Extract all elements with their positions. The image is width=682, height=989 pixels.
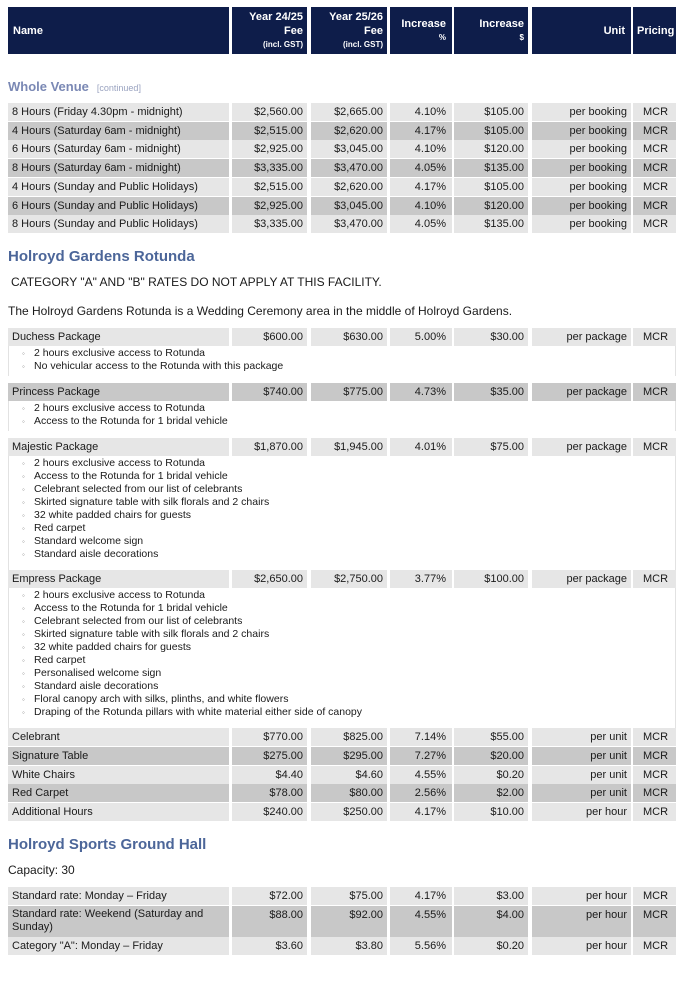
name-cell: Standard rate: Weekend (Saturday and Sunday) [8, 906, 229, 937]
increase-dollar-cell: $2.00 [454, 784, 528, 802]
name-cell: 8 Hours (Sunday and Public Holidays) [8, 215, 229, 233]
name-cell: Celebrant [8, 728, 229, 746]
list-item: ◦ Celebrant selected from our list of celebrants [34, 483, 676, 496]
pricing-cell: MCR [633, 784, 676, 802]
unit-cell: per package [532, 328, 631, 346]
list-item: ◦ Access to the Rotunda for 1 bridal vehicle [34, 602, 676, 615]
rotunda-note: CATEGORY "A" AND "B" RATES DO NOT APPLY AT THIS FACILITY. [11, 275, 382, 289]
increase-dollar-cell: $55.00 [454, 728, 528, 746]
list-item: ◦ Celebrant selected from our list of celebrants [34, 615, 676, 628]
package-inclusions [8, 347, 676, 373]
fee-2425-cell: $2,925.00 [232, 197, 307, 215]
package-inclusions [8, 457, 676, 561]
increase-pct-cell: 5.00% [390, 328, 452, 346]
rotunda-description: The Holroyd Gardens Rotunda is a Wedding Ceremony area in the middle of Holroyd Gardens. [8, 304, 513, 318]
list-item: ◦ Access to the Rotunda for 1 bridal vehicle [34, 470, 676, 483]
sports-hall-capacity: Capacity: 30 [8, 863, 75, 877]
increase-pct-cell: 4.10% [390, 103, 452, 121]
list-item: ◦ Draping of the Rotunda pillars with white material either side of canopy [34, 706, 676, 719]
name-cell: Red Carpet [8, 784, 229, 802]
increase-dollar-cell: $0.20 [454, 937, 528, 955]
unit-cell: per unit [532, 766, 631, 784]
increase-dollar-cell: $4.00 [454, 906, 528, 937]
fee-2526-cell: $2,750.00 [311, 570, 387, 588]
continued-label: [continued] [96, 83, 141, 93]
fee-2425-cell: $3,335.00 [232, 215, 307, 233]
fee-2425-cell: $275.00 [232, 747, 307, 765]
fee-2526-cell: $825.00 [311, 728, 387, 746]
pricing-cell: MCR [633, 906, 676, 937]
unit-cell: per hour [532, 906, 631, 937]
increase-pct-cell: 4.10% [390, 197, 452, 215]
name-cell: Category "A": Monday – Friday [8, 937, 229, 955]
fee-2425-cell: $2,515.00 [232, 122, 307, 140]
increase-dollar-cell: $35.00 [454, 383, 528, 401]
name-cell: 8 Hours (Saturday 6am - midnight) [8, 159, 229, 177]
header-increase-pct-line1: Increase [401, 17, 446, 30]
fee-2425-cell: $88.00 [232, 906, 307, 937]
fee-2526-cell: $2,620.00 [311, 178, 387, 196]
fee-2526-cell: $3,470.00 [311, 159, 387, 177]
pricing-cell: MCR [633, 728, 676, 746]
package-inclusions [8, 589, 676, 719]
list-item: ◦ 2 hours exclusive access to Rotunda [34, 589, 676, 602]
increase-pct-cell: 4.01% [390, 438, 452, 456]
pricing-cell: MCR [633, 570, 676, 588]
header-increase-dollar [454, 7, 528, 54]
fee-2425-cell: $3.60 [232, 937, 307, 955]
fee-2526-cell: $1,945.00 [311, 438, 387, 456]
increase-dollar-cell: $3.00 [454, 887, 528, 905]
unit-cell: per booking [532, 103, 631, 121]
pricing-cell: MCR [633, 328, 676, 346]
increase-pct-cell: 3.77% [390, 570, 452, 588]
increase-pct-cell: 4.17% [390, 122, 452, 140]
increase-dollar-cell: $75.00 [454, 438, 528, 456]
fee-2526-cell: $630.00 [311, 328, 387, 346]
unit-cell: per hour [532, 887, 631, 905]
fee-2526-cell: $2,620.00 [311, 122, 387, 140]
list-item: ◦ 2 hours exclusive access to Rotunda [34, 347, 676, 360]
pricing-cell: MCR [633, 103, 676, 121]
pricing-cell: MCR [633, 937, 676, 955]
fee-2526-cell: $2,665.00 [311, 103, 387, 121]
list-item: ◦ 2 hours exclusive access to Rotunda [34, 402, 676, 415]
fee-2526-cell: $295.00 [311, 747, 387, 765]
name-cell: 4 Hours (Saturday 6am - midnight) [8, 122, 229, 140]
fee-2526-cell: $92.00 [311, 906, 387, 937]
list-item: ◦ 2 hours exclusive access to Rotunda [34, 457, 676, 470]
list-item: ◦ Standard aisle decorations [34, 680, 676, 693]
fee-2526-cell: $250.00 [311, 803, 387, 821]
list-item: ◦ Red carpet [34, 522, 676, 535]
header-increase-pct [390, 7, 452, 54]
section-title-rotunda: Holroyd Gardens Rotunda [8, 248, 195, 265]
header-increase-dollar-line2: $ [519, 32, 524, 42]
header-unit: Unit [532, 7, 631, 54]
list-item: ◦ Standard welcome sign [34, 535, 676, 548]
list-item: ◦ No vehicular access to the Rotunda with this package [34, 360, 676, 373]
increase-dollar-cell: $10.00 [454, 803, 528, 821]
increase-dollar-cell: $100.00 [454, 570, 528, 588]
increase-pct-cell: 4.55% [390, 766, 452, 784]
name-cell: Majestic Package [8, 438, 229, 456]
name-cell: 8 Hours (Friday 4.30pm - midnight) [8, 103, 229, 121]
fee-2425-cell: $740.00 [232, 383, 307, 401]
list-item: ◦ Access to the Rotunda for 1 bridal vehicle [34, 415, 676, 428]
increase-dollar-cell: $105.00 [454, 178, 528, 196]
fee-2425-cell: $600.00 [232, 328, 307, 346]
pricing-cell: MCR [633, 383, 676, 401]
fee-2425-cell: $4.40 [232, 766, 307, 784]
unit-cell: per booking [532, 215, 631, 233]
pricing-cell: MCR [633, 197, 676, 215]
name-cell: Duchess Package [8, 328, 229, 346]
header-year-2526-line3: (incl. GST) [343, 39, 383, 49]
unit-cell: per booking [532, 178, 631, 196]
header-year-2425-line3: (incl. GST) [263, 39, 303, 49]
increase-pct-cell: 4.05% [390, 215, 452, 233]
list-item: ◦ Red carpet [34, 654, 676, 667]
increase-pct-cell: 4.55% [390, 906, 452, 937]
name-cell: Additional Hours [8, 803, 229, 821]
pricing-cell: MCR [633, 159, 676, 177]
increase-pct-cell: 7.14% [390, 728, 452, 746]
fee-2425-cell: $1,870.00 [232, 438, 307, 456]
pricing-cell: MCR [633, 766, 676, 784]
pricing-cell: MCR [633, 140, 676, 158]
unit-cell: per booking [532, 159, 631, 177]
increase-pct-cell: 4.05% [390, 159, 452, 177]
header-increase-dollar-line1: Increase [479, 17, 524, 30]
fee-2526-cell: $3,045.00 [311, 197, 387, 215]
list-item: ◦ Personalised welcome sign [34, 667, 676, 680]
fee-2526-cell: $3.80 [311, 937, 387, 955]
fee-2526-cell: $3,470.00 [311, 215, 387, 233]
fee-2526-cell: $3,045.00 [311, 140, 387, 158]
increase-pct-cell: 4.17% [390, 887, 452, 905]
increase-dollar-cell: $20.00 [454, 747, 528, 765]
list-item: ◦ 32 white padded chairs for guests [34, 509, 676, 522]
name-cell: Empress Package [8, 570, 229, 588]
increase-dollar-cell: $135.00 [454, 159, 528, 177]
fee-2425-cell: $2,925.00 [232, 140, 307, 158]
name-cell: 6 Hours (Saturday 6am - midnight) [8, 140, 229, 158]
unit-cell: per hour [532, 803, 631, 821]
increase-pct-cell: 4.17% [390, 178, 452, 196]
name-cell: White Chairs [8, 766, 229, 784]
section-title-whole-venue [8, 79, 141, 94]
fee-2526-cell: $80.00 [311, 784, 387, 802]
increase-pct-cell: 7.27% [390, 747, 452, 765]
fee-2425-cell: $2,650.00 [232, 570, 307, 588]
header-year-2526 [311, 7, 387, 54]
unit-cell: per unit [532, 728, 631, 746]
section-title-sports-hall: Holroyd Sports Ground Hall [8, 836, 207, 853]
increase-dollar-cell: $120.00 [454, 197, 528, 215]
unit-cell: per unit [532, 784, 631, 802]
fee-2425-cell: $3,335.00 [232, 159, 307, 177]
header-year-2526-line1: Year 25/26 [329, 10, 383, 23]
fee-2425-cell: $78.00 [232, 784, 307, 802]
whole-venue-title: Whole Venue [8, 79, 89, 94]
header-increase-pct-line2: % [438, 32, 446, 42]
fee-2526-cell: $4.60 [311, 766, 387, 784]
pricing-cell: MCR [633, 178, 676, 196]
list-item: ◦ Standard aisle decorations [34, 548, 676, 561]
increase-dollar-cell: $105.00 [454, 103, 528, 121]
unit-cell: per booking [532, 140, 631, 158]
list-item: ◦ Skirted signature table with silk florals and 2 chairs [34, 628, 676, 641]
increase-dollar-cell: $105.00 [454, 122, 528, 140]
unit-cell: per unit [532, 747, 631, 765]
increase-pct-cell: 4.73% [390, 383, 452, 401]
list-item: ◦ 32 white padded chairs for guests [34, 641, 676, 654]
name-cell: 6 Hours (Sunday and Public Holidays) [8, 197, 229, 215]
header-year-2526-line2: Fee [364, 24, 383, 37]
name-cell: 4 Hours (Sunday and Public Holidays) [8, 178, 229, 196]
fee-2425-cell: $2,515.00 [232, 178, 307, 196]
fee-2425-cell: $72.00 [232, 887, 307, 905]
list-item: ◦ Floral canopy arch with silks, plinths, and white flowers [34, 693, 676, 706]
package-inclusions [8, 402, 676, 428]
pricing-cell: MCR [633, 438, 676, 456]
header-year-2425-line1: Year 24/25 [249, 10, 303, 23]
fee-2425-cell: $240.00 [232, 803, 307, 821]
name-cell: Standard rate: Monday – Friday [8, 887, 229, 905]
header-year-2425 [232, 7, 307, 54]
unit-cell: per package [532, 570, 631, 588]
list-item: ◦ Skirted signature table with silk florals and 2 chairs [34, 496, 676, 509]
pricing-cell: MCR [633, 215, 676, 233]
unit-cell: per booking [532, 197, 631, 215]
pricing-cell: MCR [633, 803, 676, 821]
increase-pct-cell: 4.10% [390, 140, 452, 158]
fee-2526-cell: $75.00 [311, 887, 387, 905]
unit-cell: per package [532, 383, 631, 401]
unit-cell: per hour [532, 937, 631, 955]
name-cell: Signature Table [8, 747, 229, 765]
pricing-cell: MCR [633, 122, 676, 140]
increase-dollar-cell: $30.00 [454, 328, 528, 346]
increase-pct-cell: 5.56% [390, 937, 452, 955]
increase-pct-cell: 2.56% [390, 784, 452, 802]
fee-2526-cell: $775.00 [311, 383, 387, 401]
increase-dollar-cell: $120.00 [454, 140, 528, 158]
unit-cell: per booking [532, 122, 631, 140]
name-cell: Princess Package [8, 383, 229, 401]
increase-pct-cell: 4.17% [390, 803, 452, 821]
fee-2425-cell: $2,560.00 [232, 103, 307, 121]
fee-2425-cell: $770.00 [232, 728, 307, 746]
increase-dollar-cell: $0.20 [454, 766, 528, 784]
header-pricing: Pricing [633, 7, 676, 54]
unit-cell: per package [532, 438, 631, 456]
pricing-cell: MCR [633, 747, 676, 765]
header-name: Name [8, 7, 229, 54]
pricing-cell: MCR [633, 887, 676, 905]
increase-dollar-cell: $135.00 [454, 215, 528, 233]
header-year-2425-line2: Fee [284, 24, 303, 37]
